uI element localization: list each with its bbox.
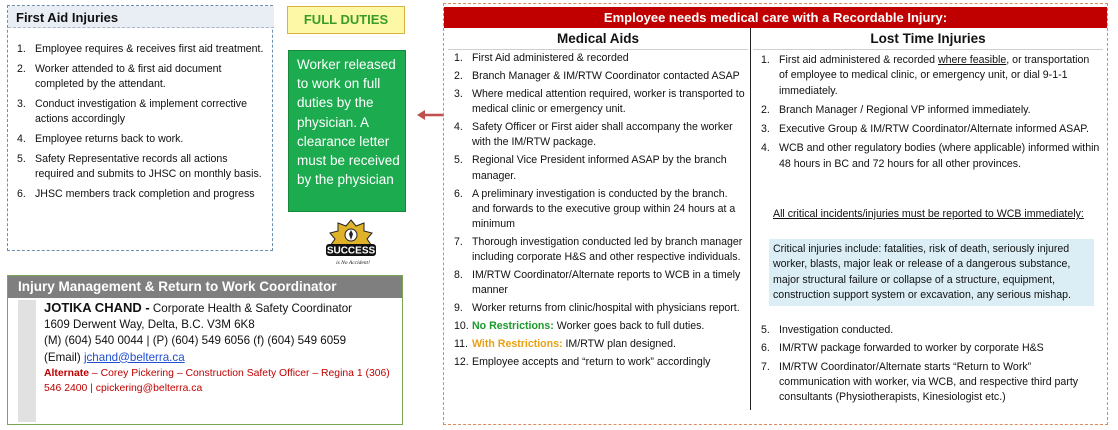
list-item: 4. Employee returns back to work.: [17, 133, 184, 145]
alternate-contact: Alternate – Corey Pickering – Construction Safety Officer – Regina 1 (306) 546 2400 | cpickering@belterra.ca: [44, 367, 390, 394]
recordable-injury-panel: [443, 3, 1108, 425]
list-item: 4. Safety Officer or First aider shall accompany the worker with the IM/RTW package.: [454, 121, 733, 149]
critical-injuries-box: Critical injuries include: fatalities, risk of death, seriously injured worker, blasts, major leak or release of a dangerous substance, major structural failure or collapse of a structure, equipment, construction support system or excavation, any serious mishap.: [769, 239, 1094, 306]
medical-aids-title: Medical Aids: [448, 30, 748, 50]
email-link[interactable]: jchand@belterra.ca: [83, 350, 185, 364]
list-item: 3. Where medical attention required, worker is transported to medical clinic or emergency unit.: [454, 88, 745, 116]
list-item: 10. No Restrictions: Worker goes back to full duties.: [454, 320, 705, 333]
logo-word: SUCCESS: [326, 245, 376, 257]
list-item: 1. Employee requires & receives first aid treatment.: [17, 43, 264, 55]
list-item: 1. First Aid administered & recorded: [454, 52, 629, 64]
list-item: 6. IM/RTW package forwarded to worker by corporate H&S: [761, 342, 1044, 355]
coordinator-title: Injury Management & Return to Work Coordinator: [8, 276, 402, 298]
list-item: 11. With Restrictions: IM/RTW plan designed.: [454, 338, 676, 351]
lost-time-title: Lost Time Injuries: [753, 30, 1103, 50]
list-item: 5. Investigation conducted.: [761, 324, 894, 336]
list-item: 3. Executive Group & IM/RTW Coordinator/Alternate informed ASAP.: [761, 123, 1089, 136]
medical-aids-list: [454, 51, 746, 373]
no-restrictions-label: No Restrictions:: [472, 320, 554, 333]
lost-time-list: [761, 53, 1101, 176]
with-restrictions-label: With Restrictions:: [472, 338, 563, 351]
list-item: 3. Conduct investigation & implement corrective actions accordingly: [17, 98, 247, 125]
list-item: 12. Employee accepts and “return to work” accordingly: [454, 356, 711, 369]
list-item: 2. Worker attended to & first aid document completed by the attendant.: [17, 63, 222, 90]
worker-released-box: Worker released to work on full duties by the physician. A clearance letter must be received by the physician: [288, 50, 406, 212]
coordinator-details: [18, 300, 398, 422]
list-item: 5. Safety Representative records all actions required and submits to JHSC on monthly basis.: [17, 153, 262, 180]
coordinator-name: JOTIKA CHAND -: [44, 300, 150, 315]
first-aid-title: First Aid Injuries: [8, 6, 274, 28]
list-item: 1. First aid administered & recorded where feasible, or transportation of employee to medical clinic, or emergency unit, or dial 9-1-1 immediately.: [761, 54, 1090, 97]
list-item: 2. Branch Manager / Regional VP informed immediately.: [761, 103, 1031, 116]
critical-report-note: All critical incidents/injuries must be reported to WCB immediately:: [773, 208, 1084, 220]
lost-time-list-continued: [761, 323, 1101, 408]
full-duties-label: FULL DUTIES: [287, 6, 405, 34]
email-prefix: (Email): [44, 350, 84, 364]
list-item: 2. Branch Manager & IM/RTW Coordinator contacted ASAP: [454, 70, 740, 82]
list-item: 7. Thorough investigation conducted led by branch manager including corporate H&S and other respective individuals.: [454, 236, 743, 264]
coordinator-panel: [7, 275, 403, 425]
list-item: 7. IM/RTW Coordinator/Alternate starts “Return to Work” communication with worker, via WCB, and respective third party consultants (Physiotherapists, Kinesiologist etc.): [761, 360, 1079, 404]
coordinator-phones: (M) (604) 540 0044 | (P) (604) 549 6056 (f) (604) 549 6059: [44, 334, 347, 348]
first-aid-list: [17, 42, 269, 207]
list-item: 4. WCB and other regulatory bodies (where applicable) informed within 48 hours in BC and 72 hours for all other provinces.: [761, 142, 1100, 170]
coordinator-address: 1609 Derwent Way, Delta, B.C. V3M 6K8: [44, 318, 255, 332]
recordable-banner: Employee needs medical care with a Recordable Injury:: [444, 7, 1107, 28]
list-item: 6. JHSC members track completion and progress: [17, 188, 255, 200]
list-item: 6. A preliminary investigation is conducted by the branch. and forwards to the executive group within 24 hours at a minimum: [454, 187, 736, 231]
success-logo: [322, 218, 380, 268]
list-item: 8. IM/RTW Coordinator/Alternate reports to WCB in a timely manner: [454, 269, 741, 297]
list-item: 9. Worker returns from clinic/hospital with physicians report.: [454, 302, 740, 315]
arrow-left-icon: [417, 108, 445, 122]
first-aid-panel: [7, 5, 273, 251]
coordinator-role: Corporate Health & Safety Coordinator: [149, 302, 353, 315]
column-divider: [750, 28, 751, 410]
logo-tagline: is No Accident!: [336, 260, 370, 266]
list-item: 5. Regional Vice President informed ASAP by the branch manager.: [454, 154, 727, 182]
